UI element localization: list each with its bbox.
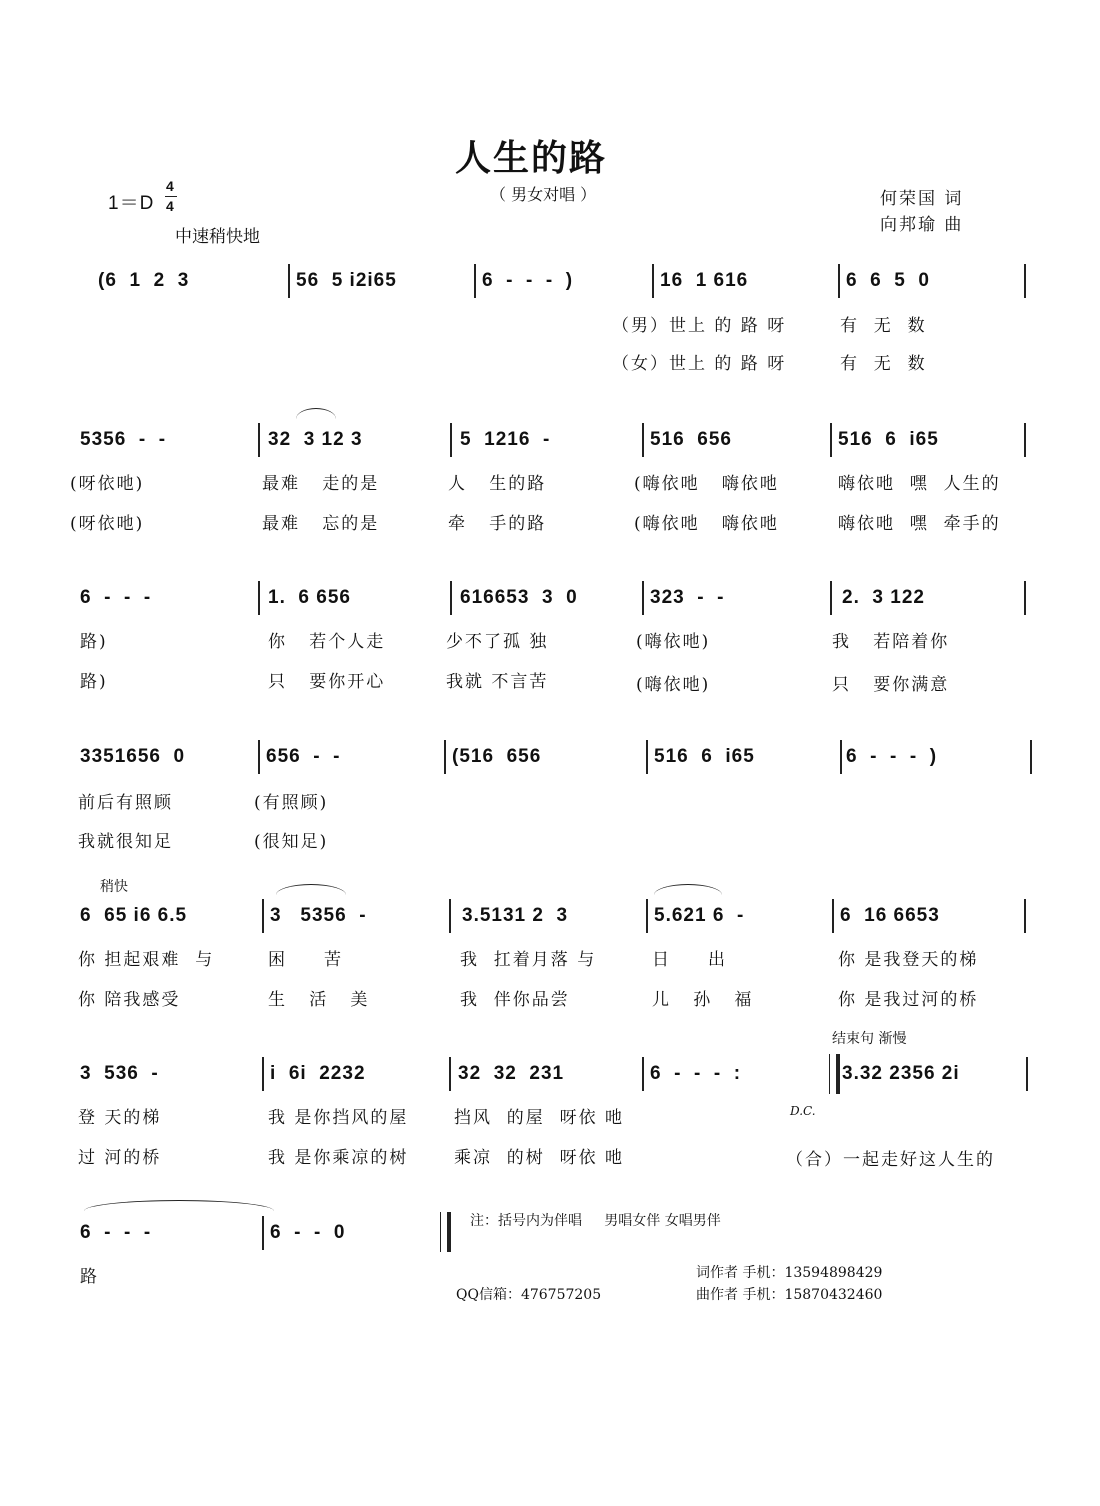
lyric-male: (嗨依吔 嗨依吔 — [634, 474, 779, 494]
measure: 6 6 5 0 — [846, 270, 930, 291]
bar-line — [1024, 581, 1026, 615]
bar-line — [1024, 264, 1026, 298]
measure: 2. 3 122 — [842, 587, 925, 608]
bar-line — [258, 581, 260, 615]
lyric-female: 只 要你满意 — [832, 675, 950, 695]
measure: 6 - - - ) — [846, 746, 938, 767]
bar-line — [646, 740, 648, 774]
bar-line — [1026, 1057, 1028, 1091]
lyric-male: 我 是你挡风的屋 — [268, 1108, 409, 1128]
tempo-marking: 中速稍快地 — [175, 227, 260, 247]
lyric-male: (嗨依吔) — [636, 632, 711, 652]
measure: (516 656 — [452, 746, 542, 767]
lyric-female: 生 活 美 — [268, 990, 370, 1010]
measure: 3.5131 2 3 — [462, 905, 569, 926]
lyric: 路 — [80, 1267, 99, 1287]
measure: 5356 - - — [80, 429, 167, 450]
lyricist-credit: 何荣国 词 — [880, 189, 964, 209]
lyric-male: 前后有照顾 — [78, 793, 173, 813]
bar-line — [444, 740, 446, 774]
lyric-male: (有照顾) — [254, 793, 329, 813]
ending-mark: 结束句 渐慢 — [832, 1031, 907, 1047]
measure: 516 656 — [650, 429, 732, 450]
lyric-male: 日 出 — [652, 950, 728, 970]
measure: 3 536 - — [80, 1063, 159, 1084]
footnote: 注：括号内为伴唱 男唱女伴 女唱男伴 — [470, 1213, 721, 1229]
lyric-female: 乘凉 的树 呀依 吔 — [454, 1148, 625, 1168]
measure: 516 6 i65 — [654, 746, 755, 767]
composer-phone: 曲作者 手机：15870432460 — [696, 1287, 883, 1303]
lyric-chorus: （合）一起走好这人生的 — [786, 1150, 995, 1170]
bar-line — [450, 423, 452, 457]
bar-line — [1024, 899, 1026, 933]
lyric-male: 有 无 数 — [840, 316, 927, 336]
lyric-male: 人 生的路 — [448, 474, 547, 494]
measure: 32 3 12 3 — [268, 429, 363, 450]
lyric-male: 你 若个人走 — [268, 632, 386, 652]
bar-line — [646, 899, 648, 933]
lyric-female: 牵 手的路 — [448, 514, 547, 534]
lyric-female: 只 要你开心 — [268, 672, 386, 692]
measure: 5.621 6 - — [654, 905, 745, 926]
measure: 32 32 231 — [458, 1063, 565, 1084]
lyric-female: 过 河的桥 — [78, 1148, 162, 1168]
measure: 6 - - - — [80, 587, 152, 608]
lyric-female: 我就 不言苦 — [446, 672, 549, 692]
lyric-male: 我 若陪着你 — [832, 632, 950, 652]
bar-line — [258, 423, 260, 457]
lyric-male: 挡风 的屋 呀依 吔 — [454, 1108, 625, 1128]
measure: 6 - - - — [80, 1222, 152, 1243]
bar-line — [642, 1057, 644, 1091]
lyric-female: 最难 忘的是 — [262, 514, 380, 534]
repeat-bar — [829, 1054, 840, 1094]
measure: 6 65 i6 6.5 — [80, 905, 188, 926]
lyricist-phone: 词作者 手机：13594898429 — [696, 1265, 883, 1281]
bar-line — [262, 899, 264, 933]
measure: i 6i 2232 — [270, 1063, 366, 1084]
slur — [296, 408, 336, 419]
slur — [276, 884, 346, 895]
lyric-female: (很知足) — [254, 832, 329, 852]
bar-line — [652, 264, 654, 298]
bar-line — [262, 1057, 264, 1091]
measure: 16 1 616 — [660, 270, 749, 291]
lyric-male: 少不了孤 独 — [446, 632, 549, 652]
bar-line — [258, 740, 260, 774]
da-capo-mark: D.C. — [790, 1104, 816, 1118]
lyric-male: 路) — [80, 632, 108, 652]
measure: (6 1 2 3 — [98, 270, 190, 291]
lyric-male: 困 苦 — [268, 950, 344, 970]
bar-line — [830, 581, 832, 615]
measure: 3 5356 - — [270, 905, 367, 926]
measure: 656 - - — [266, 746, 341, 767]
lyric-male: 你 担起艰难 与 — [78, 950, 215, 970]
bar-line — [1030, 740, 1032, 774]
bar-line — [449, 1057, 451, 1091]
measure: 616653 3 0 — [460, 587, 578, 608]
bar-line — [642, 581, 644, 615]
bar-line — [840, 740, 842, 774]
bar-line — [642, 423, 644, 457]
measure: 3.32 2356 2i — [842, 1063, 960, 1084]
bar-line — [474, 264, 476, 298]
bar-line — [830, 423, 832, 457]
measure: 1. 6 656 — [268, 587, 351, 608]
lyric-male: 你 是我登天的梯 — [838, 950, 979, 970]
bar-line — [288, 264, 290, 298]
song-subtitle: （ 男女对唱 ） — [490, 185, 597, 204]
tempo-change-mark: 稍快 — [100, 879, 128, 895]
final-bar — [440, 1212, 451, 1252]
tie — [84, 1200, 274, 1211]
time-signature-bottom: 4 — [166, 198, 175, 214]
lyric-female: (嗨依吔) — [636, 675, 711, 695]
lyric-male: 我 扛着月落 与 — [460, 950, 597, 970]
measure: 6 - - - : — [650, 1063, 742, 1084]
lyric-female: （女）世上 的 路 呀 — [612, 354, 787, 374]
time-signature-top: 4 — [166, 178, 175, 194]
key-signature: 1＝D — [108, 193, 155, 214]
slur — [654, 884, 722, 895]
lyric-male: 登 天的梯 — [78, 1108, 162, 1128]
measure: 6 - - 0 — [270, 1222, 346, 1243]
lyric-female: 你 陪我感受 — [78, 990, 181, 1010]
lyric-female: 儿 孙 福 — [652, 990, 754, 1010]
measure: 3351656 0 — [80, 746, 186, 767]
qq-mail: QQ信箱：476757205 — [456, 1287, 602, 1303]
bar-line — [1024, 423, 1026, 457]
composer-credit: 向邦瑜 曲 — [880, 215, 964, 235]
measure: 6 16 6653 — [840, 905, 940, 926]
lyric-female: 嗨依吔 嘿 牵手的 — [838, 514, 1001, 534]
bar-line — [838, 264, 840, 298]
measure: 5 1216 - — [460, 429, 551, 450]
lyric-female: 路) — [80, 672, 108, 692]
lyric-female: (呀依吔) — [70, 514, 145, 534]
lyric-female: 我就很知足 — [78, 832, 173, 852]
lyric-male: 嗨依吔 嘿 人生的 — [838, 474, 1001, 494]
lyric-female: 我 伴你品尝 — [460, 990, 570, 1010]
lyric-male: 最难 走的是 — [262, 474, 380, 494]
lyric-male: (呀依吔) — [70, 474, 145, 494]
measure: 323 - - — [650, 587, 725, 608]
bar-line — [262, 1216, 264, 1250]
measure: 56 5 i2i65 — [296, 270, 397, 291]
lyric-female: (嗨依吔 嗨依吔 — [634, 514, 779, 534]
song-title: 人生的路 — [455, 137, 608, 179]
time-signature-line — [165, 196, 177, 197]
measure: 516 6 i65 — [838, 429, 939, 450]
lyric-female: 有 无 数 — [840, 354, 927, 374]
bar-line — [449, 899, 451, 933]
lyric-female: 我 是你乘凉的树 — [268, 1148, 409, 1168]
bar-line — [450, 581, 452, 615]
lyric-female: 你 是我过河的桥 — [838, 990, 979, 1010]
bar-line — [832, 899, 834, 933]
measure: 6 - - - ) — [482, 270, 574, 291]
lyric-male: （男）世上 的 路 呀 — [612, 316, 787, 336]
